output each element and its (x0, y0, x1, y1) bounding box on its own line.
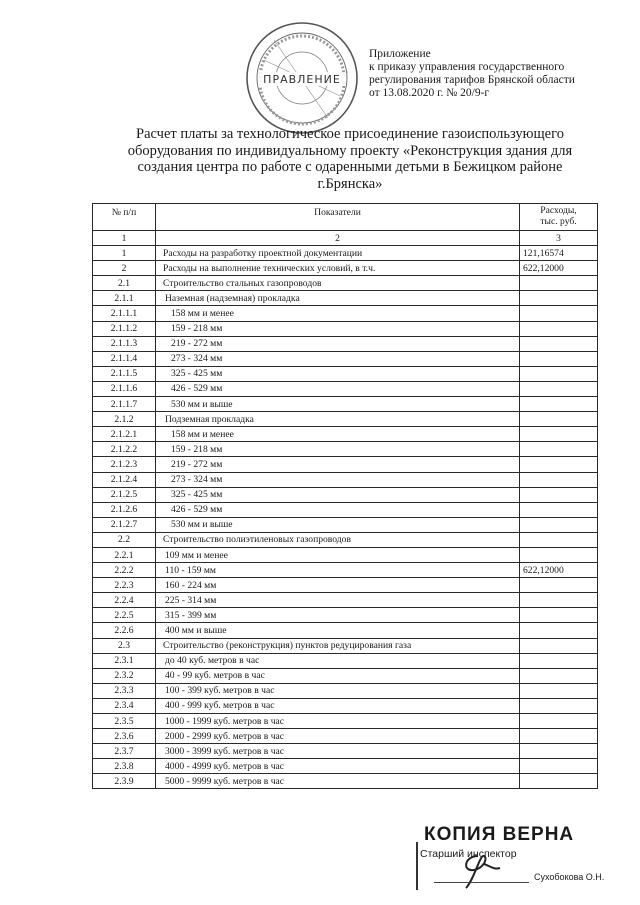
table-row (93, 427, 598, 442)
table-row (93, 714, 598, 729)
table-header-row (93, 204, 598, 231)
row-indicator: 315 - 399 мм (156, 608, 520, 623)
row-indicator: 159 - 218 мм (156, 321, 520, 336)
title-line: создания центра по работе с одаренными детьми в Бежицком районе (137, 159, 563, 175)
row-indicator: 219 - 272 мм (156, 457, 520, 472)
row-indicator: 109 мм и менее (156, 547, 520, 562)
row-indicator: 159 - 218 мм (156, 442, 520, 457)
row-number: 2.1.2 (93, 412, 156, 427)
row-value: 622,12000 (520, 563, 598, 578)
table-row (93, 366, 598, 381)
appendix-header (369, 48, 609, 100)
row-indicator: 100 - 399 куб. метров в час (156, 683, 520, 698)
stamp-position: Старший инспектор (420, 848, 517, 860)
title-line: г.Брянска» (317, 175, 383, 192)
appendix-line: регулирования тарифов Брянской области (369, 74, 575, 86)
row-indicator: 1000 - 1999 куб. метров в час (156, 714, 520, 729)
row-value (520, 729, 598, 744)
row-value (520, 668, 598, 683)
row-indicator: 325 - 425 мм (156, 366, 520, 381)
row-value (520, 714, 598, 729)
row-value (520, 412, 598, 427)
row-value (520, 472, 598, 487)
copy-certified-stamp (414, 822, 614, 892)
table-row (93, 774, 598, 789)
row-value (520, 321, 598, 336)
table-row (93, 442, 598, 457)
row-indicator: 158 мм и менее (156, 306, 520, 321)
row-number: 2.1.2.1 (93, 427, 156, 442)
header-number: № п/п (93, 204, 156, 231)
table-row (93, 608, 598, 623)
row-indicator: 158 мм и менее (156, 427, 520, 442)
row-number: 2.2.1 (93, 547, 156, 562)
row-value (520, 457, 598, 472)
row-value (520, 759, 598, 774)
row-value: 121,16574 (520, 246, 598, 261)
row-indicator: 325 - 425 мм (156, 487, 520, 502)
table-row (93, 276, 598, 291)
row-value (520, 698, 598, 713)
row-indicator: 400 - 999 куб. метров в час (156, 698, 520, 713)
row-value (520, 608, 598, 623)
table-row (93, 246, 598, 261)
row-number: 2.1.1.4 (93, 351, 156, 366)
table-row (93, 472, 598, 487)
table-row (93, 397, 598, 412)
row-number: 2.1.2.6 (93, 502, 156, 517)
row-number: 2.2.4 (93, 593, 156, 608)
table-row (93, 547, 598, 562)
row-value (520, 397, 598, 412)
table-row (93, 683, 598, 698)
row-indicator: Строительство (реконструкция) пунктов редуцирования газа (156, 638, 520, 653)
row-value (520, 487, 598, 502)
row-indicator: 530 мм и выше (156, 397, 520, 412)
row-value (520, 351, 598, 366)
row-value (520, 638, 598, 653)
row-number: 2.3.9 (93, 774, 156, 789)
row-number: 2.1.2.7 (93, 517, 156, 532)
row-number: 2.1.1.5 (93, 366, 156, 381)
signature (444, 850, 524, 890)
row-value (520, 532, 598, 547)
row-value (520, 653, 598, 668)
index-cell: 2 (156, 231, 520, 246)
stamp-title: КОПИЯ ВЕРНА (424, 824, 575, 845)
cost-table (92, 203, 598, 789)
row-number: 2.3.6 (93, 729, 156, 744)
official-seal (244, 20, 360, 136)
row-value (520, 336, 598, 351)
table-row (93, 502, 598, 517)
table-row (93, 593, 598, 608)
row-value (520, 683, 598, 698)
index-cell: 1 (93, 231, 156, 246)
row-indicator: 273 - 324 мм (156, 472, 520, 487)
table-row (93, 412, 598, 427)
table-row (93, 336, 598, 351)
row-indicator: 225 - 314 мм (156, 593, 520, 608)
title-line: Расчет платы за технологическое присоединение газоиспользующего (136, 126, 564, 142)
row-value (520, 547, 598, 562)
row-value (520, 578, 598, 593)
row-value (520, 502, 598, 517)
row-number: 2.2.5 (93, 608, 156, 623)
row-number: 2.1.1.2 (93, 321, 156, 336)
row-number: 2.1.1.6 (93, 381, 156, 396)
row-value (520, 427, 598, 442)
header-indicators: Показатели (156, 204, 520, 231)
table-row (93, 487, 598, 502)
row-indicator: Строительство стальных газопроводов (156, 276, 520, 291)
row-value (520, 306, 598, 321)
header-costs: Расходы, тыс. руб. (520, 204, 598, 231)
table-row (93, 517, 598, 532)
row-number: 2.3.5 (93, 714, 156, 729)
row-value (520, 744, 598, 759)
appendix-line: Приложение (369, 48, 431, 60)
row-number: 2.1 (93, 276, 156, 291)
table-row (93, 638, 598, 653)
table-row (93, 532, 598, 547)
table-row (93, 261, 598, 276)
title-line: оборудования по индивидуальному проекту «Реконструкция здания для (127, 142, 573, 159)
row-value (520, 366, 598, 381)
row-number: 2.3.3 (93, 683, 156, 698)
row-indicator: 426 - 529 мм (156, 381, 520, 396)
table-row (93, 578, 598, 593)
table-row (93, 351, 598, 366)
row-number: 2.1.1 (93, 291, 156, 306)
table-row (93, 321, 598, 336)
row-number: 2.1.1.7 (93, 397, 156, 412)
row-number: 2.3.2 (93, 668, 156, 683)
row-number: 2.1.1.1 (93, 306, 156, 321)
table-row (93, 744, 598, 759)
row-indicator: Расходы на разработку проектной документации (156, 246, 520, 261)
row-value (520, 381, 598, 396)
table-row (93, 381, 598, 396)
table-row (93, 291, 598, 306)
row-value (520, 291, 598, 306)
row-indicator: 3000 - 3999 куб. метров в час (156, 744, 520, 759)
row-indicator: 400 мм и выше (156, 623, 520, 638)
table-index-row (93, 231, 598, 246)
stamp-name: Сухобокова О.Н. (534, 872, 605, 882)
row-number: 2.1.1.3 (93, 336, 156, 351)
stamp-bar (416, 842, 418, 890)
row-number: 2.2.2 (93, 563, 156, 578)
row-number: 2.1.2.5 (93, 487, 156, 502)
row-indicator: 273 - 324 мм (156, 351, 520, 366)
row-indicator: Расходы на выполнение технических условий, в т.ч. (156, 261, 520, 276)
row-number: 2.2.6 (93, 623, 156, 638)
row-number: 1 (93, 246, 156, 261)
document-title (120, 126, 580, 192)
row-indicator: 40 - 99 куб. метров в час (156, 668, 520, 683)
row-indicator: Подземная прокладка (156, 412, 520, 427)
table-row (93, 653, 598, 668)
appendix-line: к приказу управления государственного (369, 61, 565, 73)
row-indicator: 110 - 159 мм (156, 563, 520, 578)
row-value: 622,12000 (520, 261, 598, 276)
row-indicator: 2000 - 2999 куб. метров в час (156, 729, 520, 744)
table-row (93, 457, 598, 472)
row-number: 2.1.2.2 (93, 442, 156, 457)
row-number: 2.3.7 (93, 744, 156, 759)
row-number: 2.3 (93, 638, 156, 653)
row-indicator: до 40 куб. метров в час (156, 653, 520, 668)
row-value (520, 593, 598, 608)
index-cell: 3 (520, 231, 598, 246)
row-indicator: 160 - 224 мм (156, 578, 520, 593)
row-indicator: 426 - 529 мм (156, 502, 520, 517)
row-indicator: 219 - 272 мм (156, 336, 520, 351)
table-row (93, 306, 598, 321)
row-number: 2 (93, 261, 156, 276)
table-row (93, 729, 598, 744)
seal-text: ПРАВЛЕНИЕ (263, 73, 341, 86)
table-row (93, 563, 598, 578)
appendix-line: от 13.08.2020 г. № 20/9-г (369, 87, 490, 99)
row-number: 2.2.3 (93, 578, 156, 593)
row-number: 2.3.8 (93, 759, 156, 774)
row-value (520, 774, 598, 789)
table-row (93, 668, 598, 683)
row-indicator: 530 мм и выше (156, 517, 520, 532)
row-value (520, 442, 598, 457)
row-number: 2.3.4 (93, 698, 156, 713)
row-indicator: 4000 - 4999 куб. метров в час (156, 759, 520, 774)
row-value (520, 623, 598, 638)
row-value (520, 517, 598, 532)
row-indicator: Наземная (надземная) прокладка (156, 291, 520, 306)
row-number: 2.1.2.3 (93, 457, 156, 472)
table-row (93, 698, 598, 713)
signature-line (434, 882, 529, 883)
table-row (93, 623, 598, 638)
row-number: 2.2 (93, 532, 156, 547)
row-number: 2.3.1 (93, 653, 156, 668)
row-indicator: 5000 - 9999 куб. метров в час (156, 774, 520, 789)
row-indicator: Строительство полиэтиленовых газопроводов (156, 532, 520, 547)
row-number: 2.1.2.4 (93, 472, 156, 487)
table-row (93, 759, 598, 774)
row-value (520, 276, 598, 291)
